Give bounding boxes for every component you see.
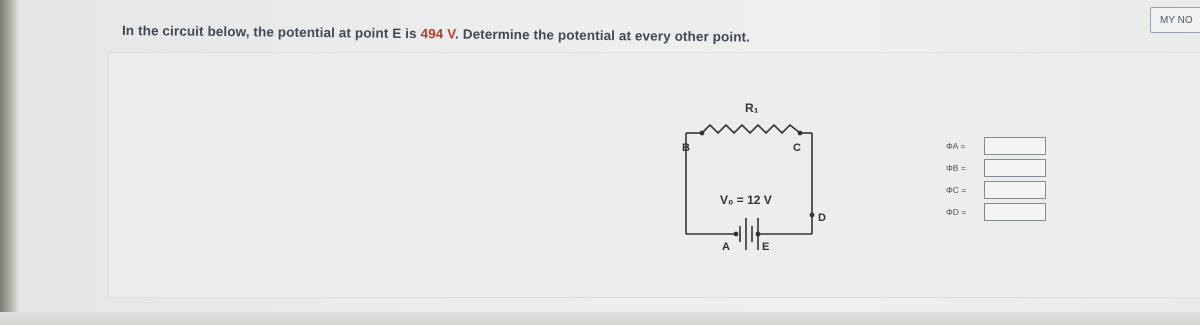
resistor-label: R₁ (745, 101, 759, 115)
phi-d-input[interactable] (984, 203, 1046, 221)
answer-row-a (946, 135, 1046, 157)
point-d-label: D (818, 212, 826, 224)
phi-b-input[interactable] (984, 159, 1046, 177)
resistor-r1 (702, 125, 800, 133)
point-a-label: A (722, 241, 730, 253)
point-e-label: E (762, 241, 770, 253)
point-b-label: B (682, 142, 690, 154)
question-prefix: In the circuit below, the potential at point E is (121, 23, 421, 42)
my-notes-button[interactable]: MY NO (1150, 7, 1200, 33)
voltage-label: V₀ = 12 V (720, 193, 772, 207)
phi-a-input[interactable] (984, 137, 1046, 155)
question-text (122, 23, 750, 45)
circuit-diagram (640, 90, 840, 260)
phi-c-label: ΦC = (946, 185, 967, 195)
phi-a-label: ΦA = (946, 141, 966, 151)
window-edge (0, 0, 16, 325)
answer-row-d (946, 201, 1046, 223)
potential-value: 494 V (420, 26, 456, 42)
answer-fields (946, 135, 1046, 223)
battery-icon (740, 218, 758, 250)
answer-row-b (946, 157, 1046, 179)
node-d-dot (810, 213, 815, 218)
phi-c-input[interactable] (984, 181, 1046, 199)
point-c-label: C (793, 142, 801, 154)
bottom-bar (0, 312, 1200, 325)
answer-row-c (946, 179, 1046, 201)
question-suffix: . Determine the potential at every other point. (454, 26, 751, 45)
node-a-dot (734, 232, 739, 237)
node-c-dot (798, 131, 803, 136)
phi-b-label: ΦB = (946, 163, 966, 173)
window-border (16, 0, 19, 325)
node-e-dot (756, 232, 761, 237)
phi-d-label: ΦD = (946, 207, 967, 217)
node-b-dot (700, 131, 705, 136)
